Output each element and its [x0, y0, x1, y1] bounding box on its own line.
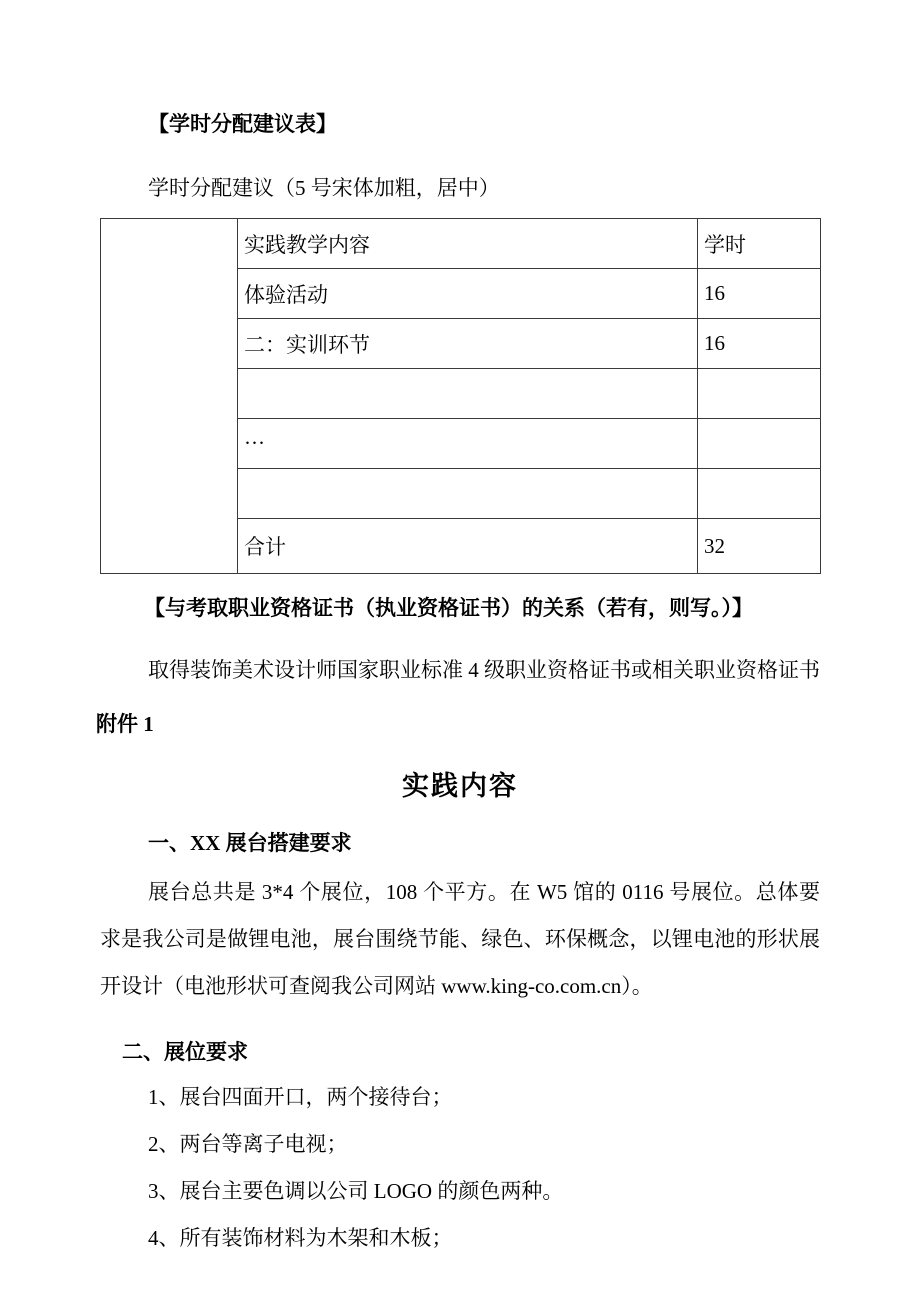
certificate-relation-text: 取得装饰美术设计师国家职业标准 4 级职业资格证书或相关职业资格证书 — [148, 658, 820, 682]
list-item: 2、两台等离子电视； — [148, 1132, 348, 1156]
table-cell-content: ··· — [238, 419, 698, 469]
table-cell-hours: 16 — [698, 269, 821, 319]
section2-heading: 二、展位要求 — [122, 1040, 248, 1064]
practice-content-title: 实践内容 — [402, 771, 518, 801]
attachment-label: 附件 1 — [96, 712, 154, 736]
table-cell-content — [238, 369, 698, 419]
table-header-row — [101, 219, 821, 269]
table-cell-content: 体验活动 — [238, 269, 698, 319]
table-cell-content — [238, 469, 698, 519]
table-cell-total-hours: 32 — [698, 519, 821, 574]
table-cell-total-label: 合计 — [238, 519, 698, 574]
hours-allocation-table — [100, 218, 821, 574]
table-header-content: 实践教学内容 — [238, 219, 698, 269]
table-cell-hours: 16 — [698, 319, 821, 369]
table-cell-hours — [698, 469, 821, 519]
list-item: 4、所有装饰材料为木架和木板； — [148, 1226, 453, 1250]
table-cell-hours — [698, 369, 821, 419]
list-item: 3、展台主要色调以公司 LOGO 的颜色两种。 — [148, 1179, 564, 1203]
list-item: 1、展台四面开口，两个接待台； — [148, 1085, 453, 1109]
section1-paragraph: 展台总共是 3*4 个展位，108 个平方。在 W5 馆的 0116 号展位。总体要求是我公司是做锂电池，展台围绕节能、绿色、环保概念，以锂电池的形状展开设计（电池形状可查阅我公司网站 www.king-co.com.cn）。 — [100, 880, 820, 998]
hours-table-caption: 学时分配建议（5 号宋体加粗，居中） — [148, 176, 500, 200]
table-header-hours: 学时 — [698, 219, 821, 269]
table-cell-hours — [698, 419, 821, 469]
certificate-relation-heading: 【与考取职业资格证书（执业资格证书）的关系（若有，则写。）】 — [144, 596, 753, 620]
booth-requirements-list — [100, 1074, 820, 1262]
table-left-merged-cell — [101, 219, 238, 574]
hours-table-heading: 【学时分配建议表】 — [148, 112, 337, 136]
section1-heading: 一、XX 展台搭建要求 — [148, 831, 352, 855]
table-cell-content: 二：实训环节 — [238, 319, 698, 369]
